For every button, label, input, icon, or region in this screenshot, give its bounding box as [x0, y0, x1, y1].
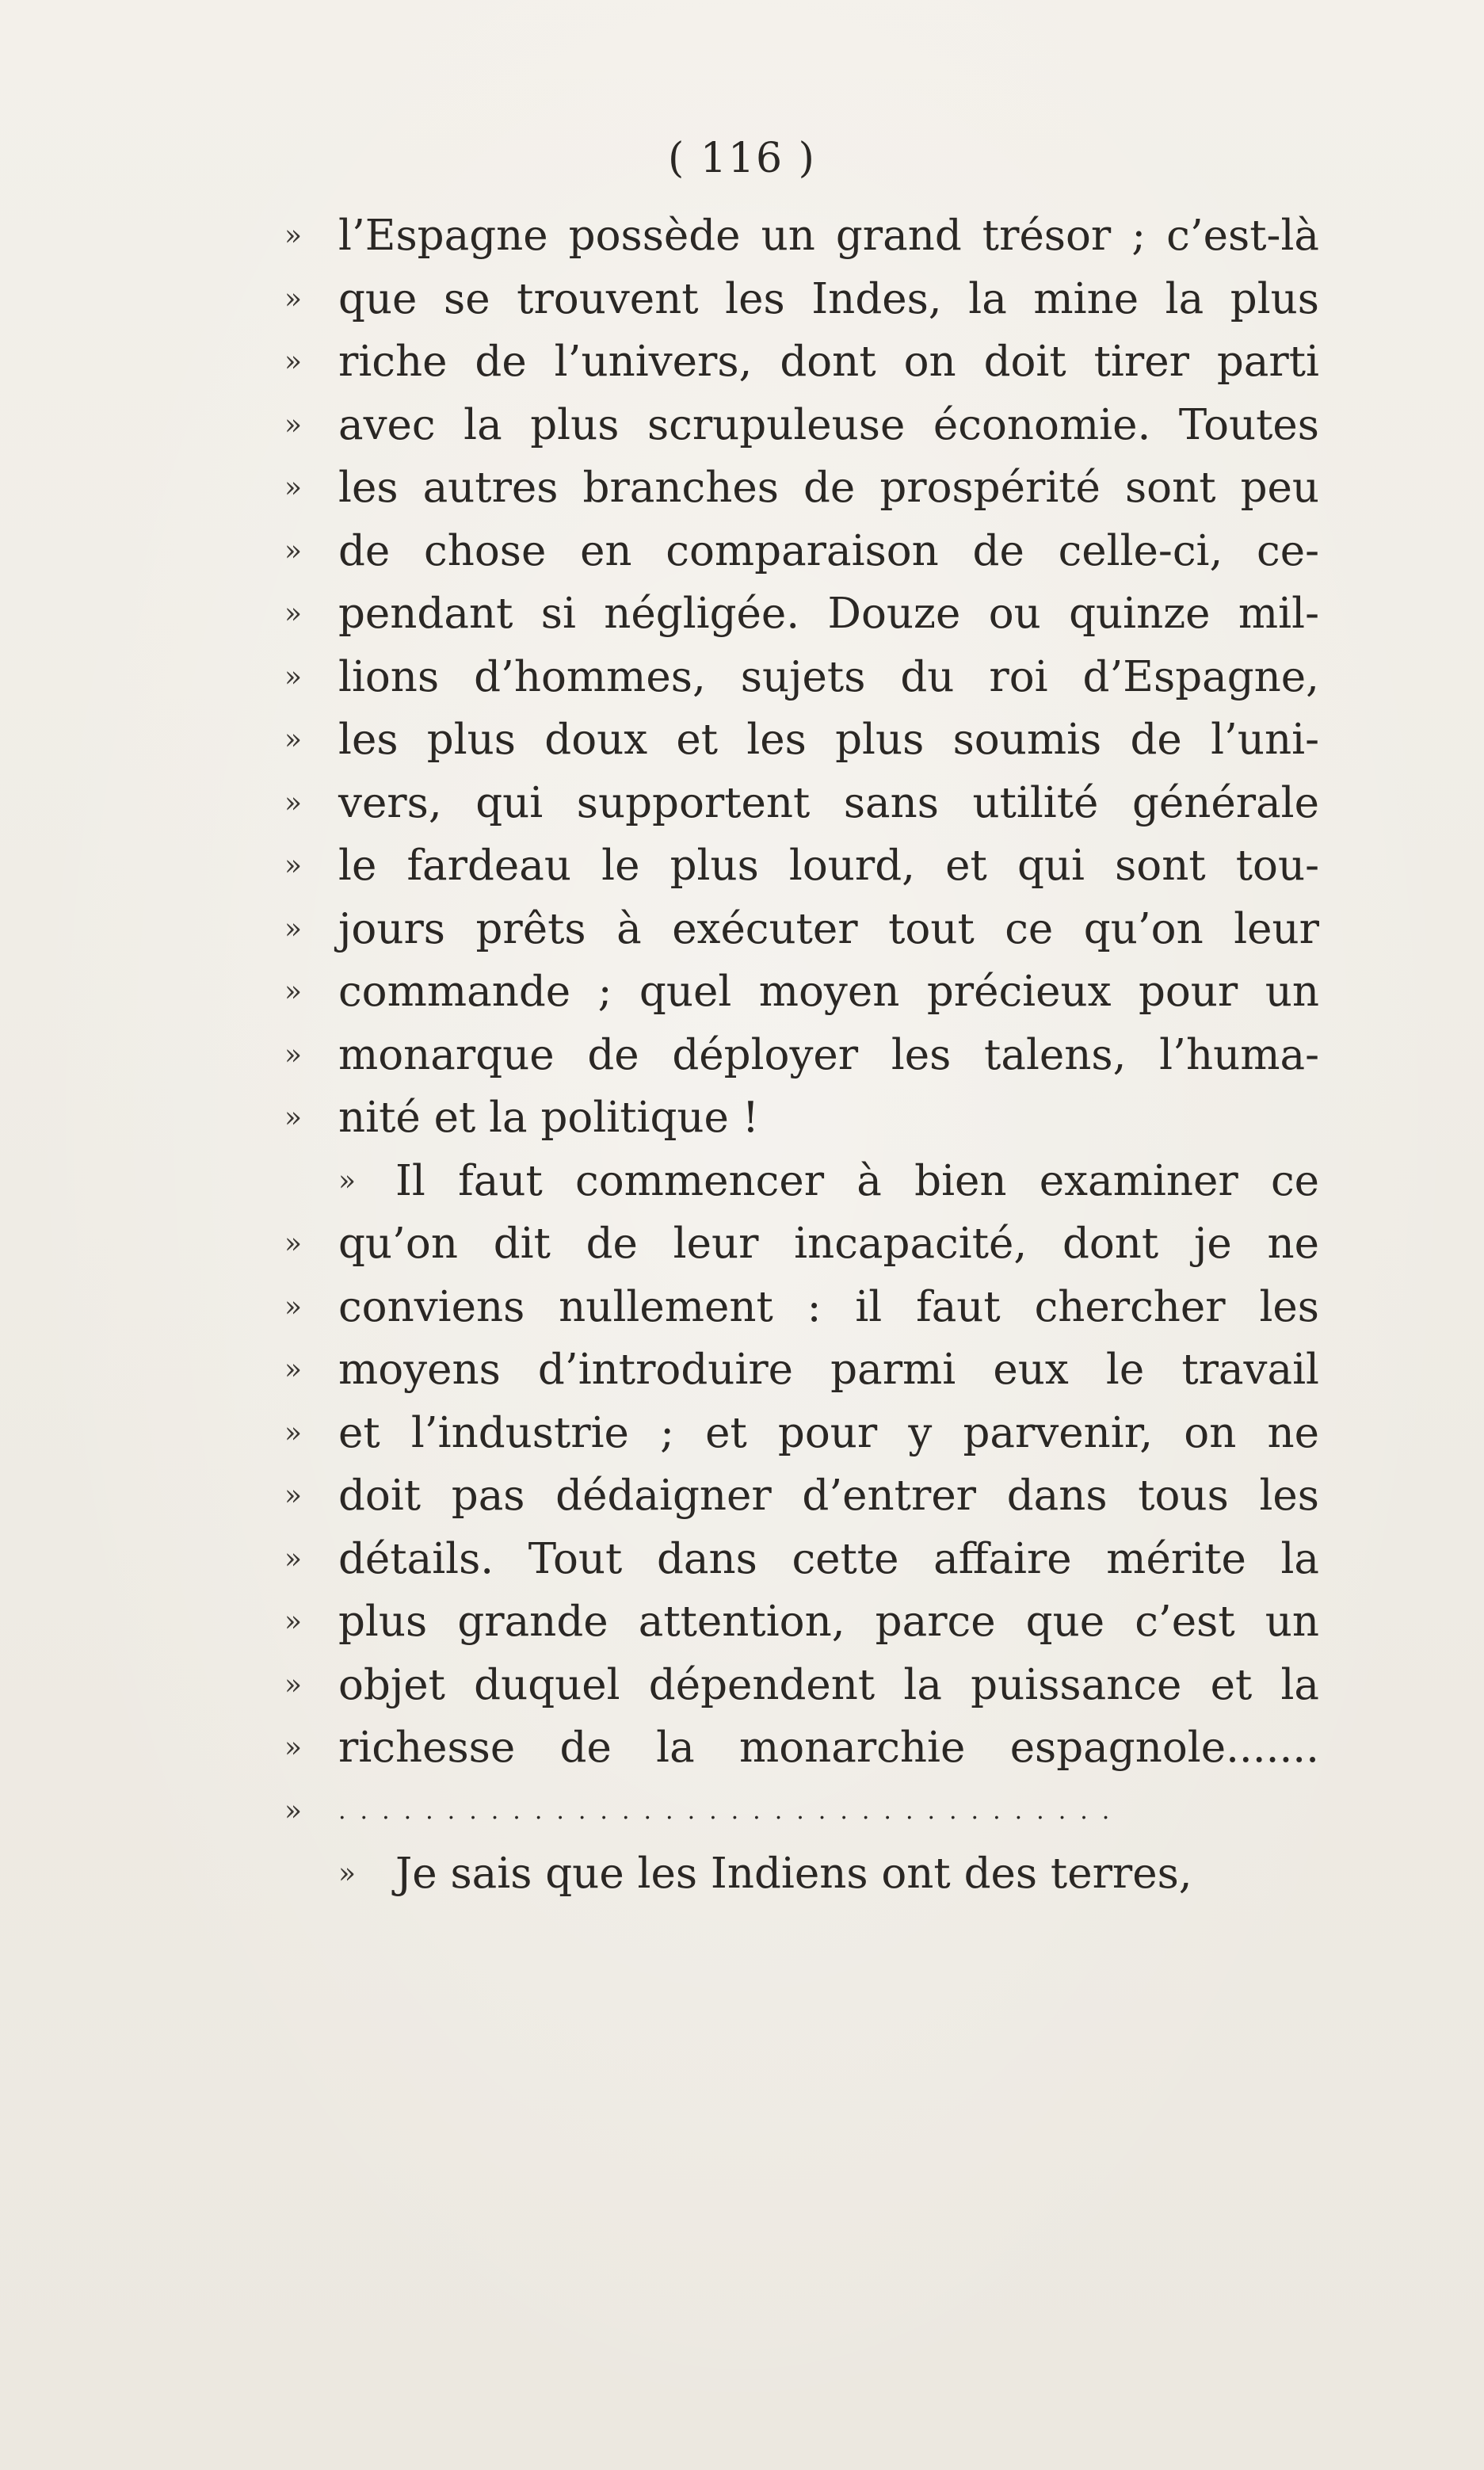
text-line [281, 1842, 1319, 1906]
line-text: de chose en comparaison de celle-ci, ce- [338, 526, 1319, 575]
line-text: les autres branches de prospérité sont peu [338, 464, 1319, 512]
text-line [281, 1590, 1319, 1654]
text-line [281, 330, 1319, 394]
quote-mark: » [284, 1668, 303, 1701]
line-text: jours prêts à exécuter tout ce qu’on leur [338, 904, 1319, 953]
quote-mark: » [284, 534, 303, 567]
quote-mark: » [284, 786, 303, 819]
quote-mark: » [284, 597, 303, 630]
line-text: conviens nullement : il faut chercher les [338, 1282, 1319, 1331]
quote-mark: » [284, 1353, 303, 1386]
line-text: avec la plus scrupuleuse économie. Toutes [338, 400, 1319, 449]
line-text: et l’industrie ; et pour y parvenir, on ne [338, 1408, 1319, 1457]
quote-mark: » [284, 1731, 303, 1764]
line-text: détails. Tout dans cette affaire mérite la [338, 1534, 1319, 1583]
line-text: qu’on dit de leur incapacité, dont je ne [338, 1220, 1319, 1268]
quote-mark: » [284, 1227, 303, 1260]
quote-mark: » [338, 1857, 357, 1890]
line-text: riche de l’univers, dont on doit tirer parti [338, 338, 1319, 386]
text-line [281, 772, 1319, 835]
text-line [281, 582, 1319, 646]
text-line [281, 834, 1319, 898]
quote-mark: » [284, 912, 303, 945]
text-line [281, 1716, 1319, 1780]
text-line [281, 1464, 1319, 1528]
text-line [281, 394, 1319, 457]
quote-mark: » [284, 1542, 303, 1575]
quote-mark: » [284, 220, 303, 252]
line-text: richesse de la monarchie espagnole....... [338, 1724, 1319, 1772]
quote-mark: » [284, 408, 303, 441]
line-text: les plus doux et les plus soumis de l’uni- [338, 716, 1319, 764]
text-line [281, 1654, 1319, 1717]
line-text: vers, qui supportent sans utilité générale [338, 778, 1319, 827]
text-line [281, 1338, 1319, 1402]
quote-mark: » [284, 471, 303, 504]
quote-mark: » [284, 1605, 303, 1638]
body-text [281, 204, 1319, 1906]
line-text: l’Espagne possède un grand trésor ; c’est-là [338, 212, 1319, 260]
quote-mark: » [284, 1038, 303, 1071]
text-line [281, 1212, 1319, 1276]
line-text: moyens d’introduire parmi eux le travail [338, 1346, 1319, 1394]
line-text: objet duquel dépendent la puissance et la [338, 1660, 1319, 1709]
text-line [281, 960, 1319, 1024]
quote-mark: » [284, 345, 303, 378]
quote-mark: » [284, 723, 303, 756]
text-line [281, 1402, 1319, 1465]
text-line [281, 456, 1319, 520]
text-line [281, 520, 1319, 583]
text-line [281, 268, 1319, 331]
quote-mark: » [284, 849, 303, 882]
line-text: plus grande attention, parce que c’est un [338, 1598, 1319, 1646]
text-line [281, 898, 1319, 961]
line-text: nité et la politique ! [338, 1094, 760, 1142]
quote-mark: » [284, 1479, 303, 1512]
line-text: monarque de déployer les talens, l’huma- [338, 1030, 1319, 1079]
line-text: Il faut commencer à bien examiner ce [395, 1156, 1319, 1205]
line-text: pendant si négligée. Douze ou quinze mil- [338, 590, 1319, 638]
page-number: ( 116 ) [668, 135, 816, 182]
line-text: le fardeau le plus lourd, et qui sont tou- [338, 842, 1319, 890]
quote-mark: » [284, 1101, 303, 1134]
text-line [281, 708, 1319, 772]
quote-mark: » [284, 660, 303, 693]
quote-mark: » [284, 1416, 303, 1449]
quote-mark: » [284, 282, 303, 315]
text-line [281, 1276, 1319, 1339]
text-line [281, 1780, 1319, 1843]
text-line [281, 204, 1319, 268]
text-line [281, 646, 1319, 709]
ellipsis-line: .................................... [338, 1796, 1124, 1825]
text-line [281, 1086, 1319, 1150]
line-text: que se trouvent les Indes, la mine la plus [338, 274, 1319, 323]
line-text: Je sais que les Indiens ont des terres, [395, 1850, 1192, 1898]
quote-mark: » [338, 1164, 357, 1197]
line-text: commande ; quel moyen précieux pour un [338, 968, 1319, 1016]
quote-mark: » [284, 1794, 303, 1827]
text-line [281, 1528, 1319, 1591]
text-line [281, 1024, 1319, 1087]
line-text: doit pas dédaigner d’entrer dans tous les [338, 1472, 1319, 1520]
quote-mark: » [284, 1290, 303, 1323]
text-line [281, 1150, 1319, 1213]
quote-mark: » [284, 975, 303, 1008]
line-text: lions d’hommes, sujets du roi d’Espagne, [338, 652, 1319, 701]
